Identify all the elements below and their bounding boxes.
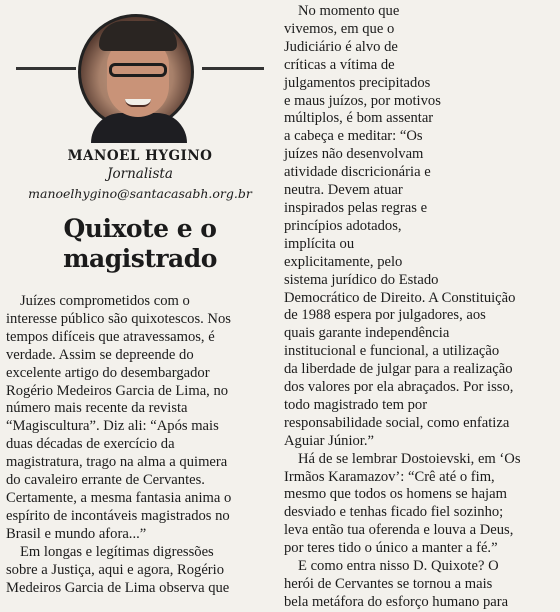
body-line: dos valores por ela abraçados. Por isso, xyxy=(284,379,514,396)
decorative-rule-right xyxy=(202,67,264,70)
body-line: Irmãos Karamazov’: “Crê até o fim, xyxy=(284,468,495,485)
portrait-collar xyxy=(91,113,187,143)
body-line: e maus juízos, por motivos xyxy=(284,92,441,109)
body-line: herói de Cervantes se tornou a mais xyxy=(284,576,493,592)
article-body-right xyxy=(284,3,556,612)
body-line: de 1988 espera por julgadores, aos xyxy=(284,307,486,324)
author-portrait xyxy=(78,14,194,130)
body-line: múltiplos, é bom assentar xyxy=(284,110,434,127)
body-line: sistema jurídico do Estado xyxy=(284,271,439,288)
body-line: do cavaleiro errante de Cervantes. xyxy=(6,472,205,489)
decorative-rule-left xyxy=(16,67,76,70)
body-line: por teres tido o único a manter a fé.” xyxy=(284,540,498,557)
body-line: juízes não desenvolvam xyxy=(284,146,424,163)
right-column xyxy=(284,0,556,610)
body-line: interesse público são quixotescos. Nos xyxy=(6,310,231,327)
body-line: Rogério Medeiros Garcia de Lima, no xyxy=(6,382,229,399)
body-line: explicitamente, pelo xyxy=(284,253,403,270)
headline-line: magistrado xyxy=(63,244,217,273)
article-body-left xyxy=(6,293,274,597)
body-line: leva então tua oferenda e louva a Deus, xyxy=(284,522,514,539)
body-line: julgamentos precipitados xyxy=(284,74,431,91)
body-line: número mais recente da revista xyxy=(6,400,188,417)
body-line: Medeiros Garcia de Lima observa que xyxy=(6,579,230,596)
body-line: Brasil e mundo afora...” xyxy=(6,525,147,542)
author-email[interactable]: manoelhygino@santacasabh.org.br xyxy=(28,186,252,201)
body-line: Juízes comprometidos com o xyxy=(20,293,190,309)
body-line: quais garante independência xyxy=(284,325,450,342)
body-line: princípios adotados, xyxy=(284,217,402,234)
body-line: E como entra nisso D. Quixote? O xyxy=(298,558,499,575)
body-line: Em longas e legítimas digressões xyxy=(20,543,214,560)
body-line: inspirados pelas regras e xyxy=(284,199,428,216)
author-name: MANOEL HYGINO xyxy=(67,148,213,164)
body-line: Judiciário é alvo de xyxy=(284,38,398,55)
body-line: Democrático de Direito. A Constituição xyxy=(284,289,516,306)
body-line: verdade. Assim se depreende do xyxy=(6,346,194,363)
body-line: críticas a vítima de xyxy=(284,56,395,73)
body-line: magistratura, trago na alma a quimera xyxy=(6,454,228,471)
portrait-glasses xyxy=(109,63,167,77)
portrait-hair xyxy=(99,21,177,51)
article-headline xyxy=(6,214,274,274)
body-line: neutra. Devem atuar xyxy=(284,182,403,199)
body-line: mesmo que todos os homens se hajam xyxy=(284,486,507,503)
portrait-mouth xyxy=(125,99,151,107)
body-line: Há de se lembrar Dostoievski, em ‘Os xyxy=(298,450,521,467)
body-line: implícita ou xyxy=(284,235,355,252)
body-line: tempos difíceis que atravessamos, é xyxy=(6,328,215,345)
body-line: atividade discricionária e xyxy=(284,164,431,181)
body-line: desviado e tenhas ficado fiel sozinho; xyxy=(284,504,504,521)
left-column xyxy=(6,0,274,596)
body-line: Certamente, a mesma fantasia anima o xyxy=(6,489,232,506)
body-line: todo magistrado tem por xyxy=(284,396,428,413)
body-line: institucional e funcional, a utilização xyxy=(284,343,500,360)
author-role: Jornalista xyxy=(107,166,173,182)
body-line: sobre a Justiça, aqui e agora, Rogério xyxy=(6,561,225,578)
body-line: bela metáfora do esforço humano para xyxy=(284,593,509,610)
body-line: da liberdade de julgar para a realização xyxy=(284,361,513,378)
body-line: No momento que xyxy=(298,3,400,19)
body-line: duas décadas de exercício da xyxy=(6,436,175,453)
body-line: “Magiscultura”. Diz ali: “Após mais xyxy=(6,418,219,435)
body-line: excelente artigo do desembargador xyxy=(6,364,210,381)
headline-line: Quixote e o xyxy=(63,214,217,243)
body-line: espírito de incontáveis magistrados no xyxy=(6,507,230,524)
body-line: a cabeça e meditar: “Os xyxy=(284,128,423,145)
body-line: responsabilidade social, como enfatiza xyxy=(284,414,510,431)
body-line: Aguiar Júnior.” xyxy=(284,432,374,449)
body-line: vivemos, em que o xyxy=(284,20,395,37)
